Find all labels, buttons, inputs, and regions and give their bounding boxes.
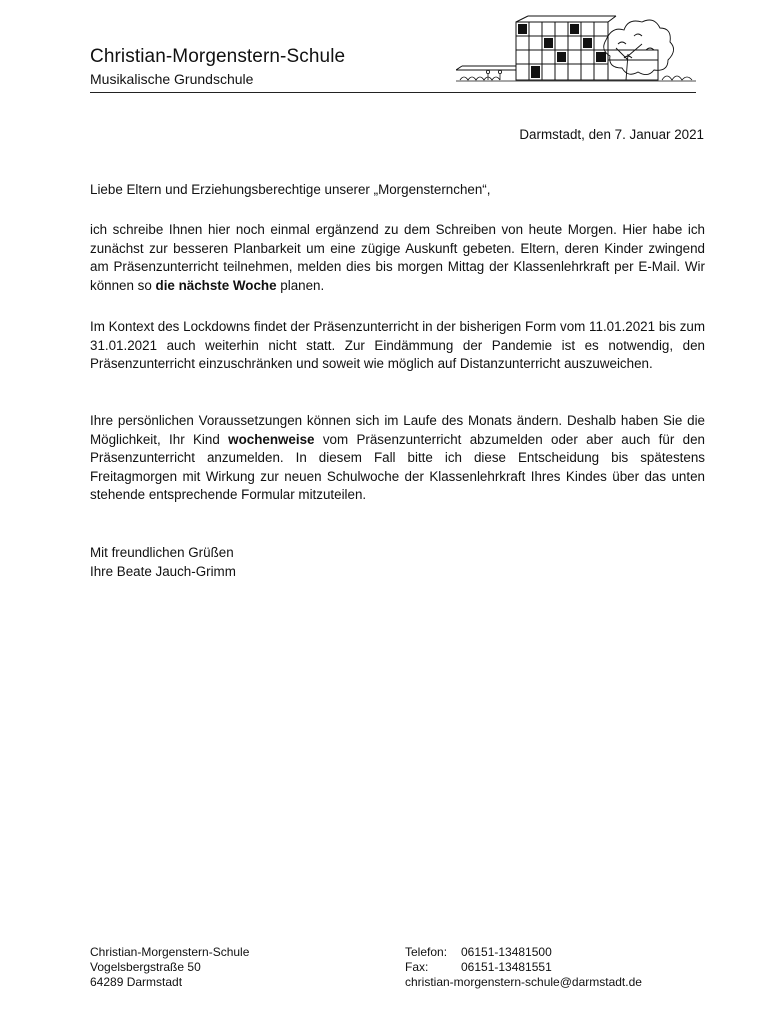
date-line: Darmstadt, den 7. Januar 2021 <box>519 127 704 142</box>
paragraph-3-bold: wochenweise <box>228 431 315 447</box>
paragraph-1 <box>90 221 705 295</box>
footer-email: christian-morgenstern-schule@darmstadt.de <box>405 975 642 989</box>
footer-school-name: Christian-Morgenstern-Schule <box>90 945 250 959</box>
school-building-logo <box>456 10 696 92</box>
paragraph-3-end: vom Präsenzunterricht abzumelden oder aber auch für den Präsenzunterricht anzumelden. In diesem Fall bitte ich diese Entscheidung bis spätestens Freitagmorgen mit Wirkung zur neuen Schulwoche der Klassenlehrkraft Ihres Kindes über das unten stehende entsprechende Formular mitzuteilen. <box>90 431 705 503</box>
header-rule <box>90 92 696 93</box>
paragraph-3-text: Ihre persönlichen Voraussetzungen können sich im Laufe des Monats ändern. Deshalb haben Sie die Möglichkeit, Ihr Kind <box>90 413 705 447</box>
footer-street: Vogelsbergstraße 50 <box>90 960 201 974</box>
closing-block <box>90 543 236 581</box>
fax-number: 06151-13481551 <box>461 960 552 974</box>
footer-fax-row <box>405 960 642 975</box>
paragraph-3 <box>90 412 705 505</box>
closing-phrase: Mit freundlichen Grüßen <box>90 545 234 560</box>
footer-contact <box>405 945 642 990</box>
school-subtitle: Musikalische Grundschule <box>90 71 254 87</box>
paragraph-1-bold: die nächste Woche <box>155 277 277 293</box>
signature: Ihre Beate Jauch-Grimm <box>90 564 236 579</box>
paragraph-2: Im Kontext des Lockdowns findet der Präsenzunterricht in der bisherigen Form vom 11.01.2021 bis zum 31.01.2021 auch weiterhin nicht statt. Zur Eindämmung der Pandemie ist es notwendig, den Präsenzunterricht einzuschränken und soweit wie möglich auf Distanzunterricht auszuweichen. <box>90 319 705 372</box>
phone-label: Telefon: <box>405 945 448 959</box>
footer-address <box>90 945 249 990</box>
paragraph-1-end: planen. <box>276 277 325 293</box>
school-name: Christian-Morgenstern-Schule <box>90 46 346 67</box>
greeting: Liebe Eltern und Erziehungsberechtige unserer „Morgensternchen“, <box>90 182 491 197</box>
letterhead <box>90 0 696 96</box>
phone-number: 06151-13481500 <box>461 945 552 959</box>
footer-city: 64289 Darmstadt <box>90 975 183 989</box>
fax-label: Fax: <box>405 960 429 974</box>
paragraph-1-text: ich schreibe Ihnen hier noch einmal ergänzend zu dem Schreiben von heute Morgen. Hier habe ich zunächst zur besseren Planbarkeit um eine zügige Auskunft gebeten. Eltern, deren Kinder zwingend am Präsenzunterricht teilnehmen, melden dies bis morgen Mittag der Klassenlehrkraft per E-Mail. Wir können so <box>90 222 705 293</box>
footer-phone-row <box>405 945 642 960</box>
